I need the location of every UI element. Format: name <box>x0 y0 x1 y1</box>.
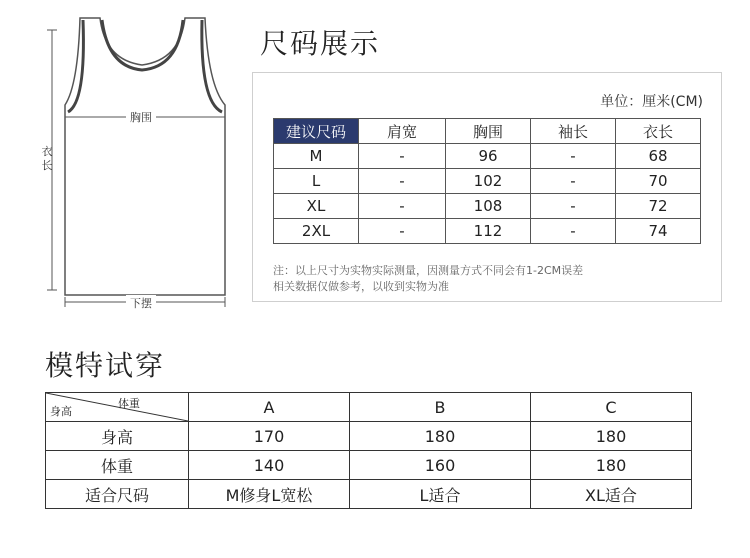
model-b-header: B <box>350 393 531 422</box>
cell: - <box>531 194 616 219</box>
model-fit-title: 模特试穿 <box>45 349 166 382</box>
row-label: 适合尺码 <box>46 480 189 509</box>
cell: 102 <box>446 169 531 194</box>
row-label: 体重 <box>46 451 189 480</box>
note-line-1: 注：以上尺寸为实物实际测量，因测量方式不同会有1-2CM误差 <box>273 264 584 277</box>
hem-label: 下摆 <box>126 295 156 311</box>
table-row <box>274 219 701 244</box>
table-row <box>46 480 692 509</box>
note-line-2: 相关数据仅做参考，以收到实物为准 <box>273 280 449 293</box>
model-header-row <box>46 393 692 422</box>
table-row <box>46 451 692 480</box>
cell: - <box>359 219 446 244</box>
garment-diagram <box>20 10 240 315</box>
table-row <box>274 169 701 194</box>
cell: 180 <box>350 422 531 451</box>
model-fit-table <box>45 392 692 509</box>
cell: 112 <box>446 219 531 244</box>
cell: M <box>274 144 359 169</box>
cell: 2XL <box>274 219 359 244</box>
size-chart-title: 尺码展示 <box>260 27 381 60</box>
size-chart-panel <box>252 72 722 302</box>
cell: L适合 <box>350 480 531 509</box>
cell: M修身L宽松 <box>189 480 350 509</box>
corner-weight-label: 体重 <box>118 397 140 410</box>
row-label: 身高 <box>46 422 189 451</box>
model-c-header: C <box>531 393 692 422</box>
length-label: 衣长 <box>41 145 53 172</box>
tank-top-outline <box>20 10 240 315</box>
header-suggested-size: 建议尺码 <box>274 119 359 144</box>
cell: - <box>531 169 616 194</box>
size-table-header <box>274 119 701 144</box>
cell: 70 <box>616 169 701 194</box>
corner-height-label: 身高 <box>50 405 72 418</box>
cell: 96 <box>446 144 531 169</box>
header-length: 衣长 <box>616 119 701 144</box>
cell: - <box>531 219 616 244</box>
cell: 72 <box>616 194 701 219</box>
model-a-header: A <box>189 393 350 422</box>
table-row <box>46 422 692 451</box>
cell: 140 <box>189 451 350 480</box>
cell: XL适合 <box>531 480 692 509</box>
header-shoulder: 肩宽 <box>359 119 446 144</box>
cell: - <box>359 169 446 194</box>
cell: 74 <box>616 219 701 244</box>
cell: 180 <box>531 422 692 451</box>
cell: 170 <box>189 422 350 451</box>
cell: XL <box>274 194 359 219</box>
chest-label: 胸围 <box>126 109 156 125</box>
cell: L <box>274 169 359 194</box>
cell: - <box>359 194 446 219</box>
cell: 108 <box>446 194 531 219</box>
header-chest: 胸围 <box>446 119 531 144</box>
cell: 68 <box>616 144 701 169</box>
table-row <box>274 144 701 169</box>
header-sleeve: 袖长 <box>531 119 616 144</box>
diagonal-header-cell <box>46 393 189 422</box>
measurement-note <box>273 263 693 295</box>
cell: 180 <box>531 451 692 480</box>
table-row <box>274 194 701 219</box>
cell: - <box>359 144 446 169</box>
cell: 160 <box>350 451 531 480</box>
size-table <box>273 118 701 244</box>
cell: - <box>531 144 616 169</box>
unit-label: 单位：厘米(CM) <box>600 94 703 110</box>
